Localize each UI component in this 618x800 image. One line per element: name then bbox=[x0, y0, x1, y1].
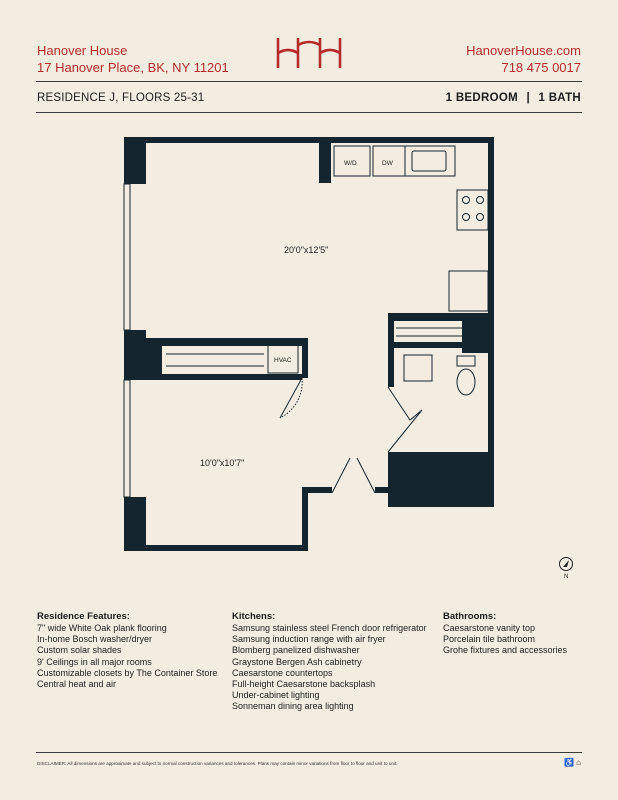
list-item: Customizable closets by The Container Store bbox=[37, 667, 218, 678]
bath-closet-wall bbox=[388, 342, 462, 348]
building-address: 17 Hanover Place, BK, NY 11201 bbox=[37, 60, 229, 75]
toilet bbox=[457, 369, 475, 395]
bathroom-features-heading: Bathrooms: bbox=[443, 611, 497, 622]
west-wall-bottom bbox=[124, 497, 146, 550]
hvac-label: HVAC bbox=[274, 357, 292, 364]
list-item: Central heat and air bbox=[37, 679, 117, 690]
bedroom-count: 1 BEDROOM bbox=[445, 92, 518, 104]
residence-title: RESIDENCE J, FLOORS 25-31 bbox=[37, 92, 205, 104]
bathroom-features bbox=[443, 611, 567, 657]
list-item: Under-cabinet lighting bbox=[232, 690, 320, 701]
list-item: In-home Bosch washer/dryer bbox=[37, 634, 153, 645]
cooktop bbox=[457, 190, 488, 230]
list-item: Samsung stainless steel French door refrigerator bbox=[232, 623, 427, 633]
north-wall bbox=[124, 137, 494, 143]
list-item: Custom solar shades bbox=[37, 645, 122, 656]
compass-label: N bbox=[564, 574, 569, 580]
kitchen-features bbox=[232, 611, 427, 713]
list-item: 7" wide White Oak plank flooring bbox=[37, 623, 167, 633]
bedroom-door bbox=[280, 378, 302, 418]
list-item: 9' Ceilings in all major rooms bbox=[37, 656, 152, 667]
vanity-sink bbox=[404, 355, 432, 381]
bath-corner-wall bbox=[462, 313, 494, 353]
west-wall-mid bbox=[124, 330, 146, 380]
living-dimensions: 20'0"x12'5" bbox=[284, 245, 329, 255]
bedroom-window bbox=[124, 380, 130, 497]
residence-features-heading: Residence Features: bbox=[37, 611, 130, 622]
bath-count: 1 BATH bbox=[538, 92, 581, 104]
list-item: Graystone Bergen Ash cabinetry bbox=[232, 656, 362, 667]
north-arrow-icon bbox=[559, 556, 573, 572]
bedroom-east-wall-low bbox=[302, 487, 308, 551]
phone-number[interactable]: 718 475 0017 bbox=[501, 60, 581, 75]
list-item: Blomberg panelized dishwasher bbox=[232, 645, 360, 656]
washer-dryer-label: W/D bbox=[344, 160, 357, 167]
living-window bbox=[124, 184, 130, 330]
list-item: Full-height Caesarstone backsplash bbox=[232, 679, 376, 690]
refrigerator bbox=[449, 271, 488, 311]
disclaimer-text: DISCLAIMER: All dimensions are approximate and subject to normal construction variances and tolerances. Plans may contain minor variations from floor to floor and unit to unit. bbox=[37, 761, 398, 766]
dishwasher-label: DW bbox=[382, 160, 393, 167]
south-wall-bedroom bbox=[124, 545, 307, 551]
entry-wall-left bbox=[302, 487, 332, 493]
bedroom-dimensions: 10'0"x10'7" bbox=[200, 458, 245, 468]
bed-bath-separator: | bbox=[526, 92, 531, 104]
kitchen-wall-stub bbox=[319, 143, 331, 183]
kitchen-features-heading: Kitchens: bbox=[232, 611, 276, 622]
website-link[interactable]: HanoverHouse.com bbox=[466, 43, 581, 58]
list-item: Porcelain tile bathroom bbox=[443, 634, 536, 645]
footer-divider bbox=[36, 752, 582, 753]
residence-features bbox=[37, 611, 217, 690]
list-item: Caesarstone countertops bbox=[232, 667, 333, 678]
bath-door bbox=[388, 387, 422, 452]
closet-west-wall bbox=[146, 338, 162, 380]
closet-south-wall bbox=[146, 374, 302, 380]
bath-west-wall-top bbox=[388, 313, 394, 387]
entry-door-right bbox=[357, 458, 375, 493]
list-item: Caesarstone vanity top bbox=[443, 623, 536, 633]
west-wall-top bbox=[124, 137, 146, 184]
accessibility-icons: ♿ ⌂ bbox=[563, 758, 581, 767]
list-item: Grohe fixtures and accessories bbox=[443, 645, 568, 656]
bedroom-east-wall-high bbox=[302, 338, 308, 378]
list-item: Samsung induction range with air fryer bbox=[232, 634, 386, 645]
building-name: Hanover House bbox=[37, 43, 128, 58]
list-item: Sonneman dining area lighting bbox=[232, 701, 354, 712]
entry-door-left bbox=[332, 458, 350, 493]
